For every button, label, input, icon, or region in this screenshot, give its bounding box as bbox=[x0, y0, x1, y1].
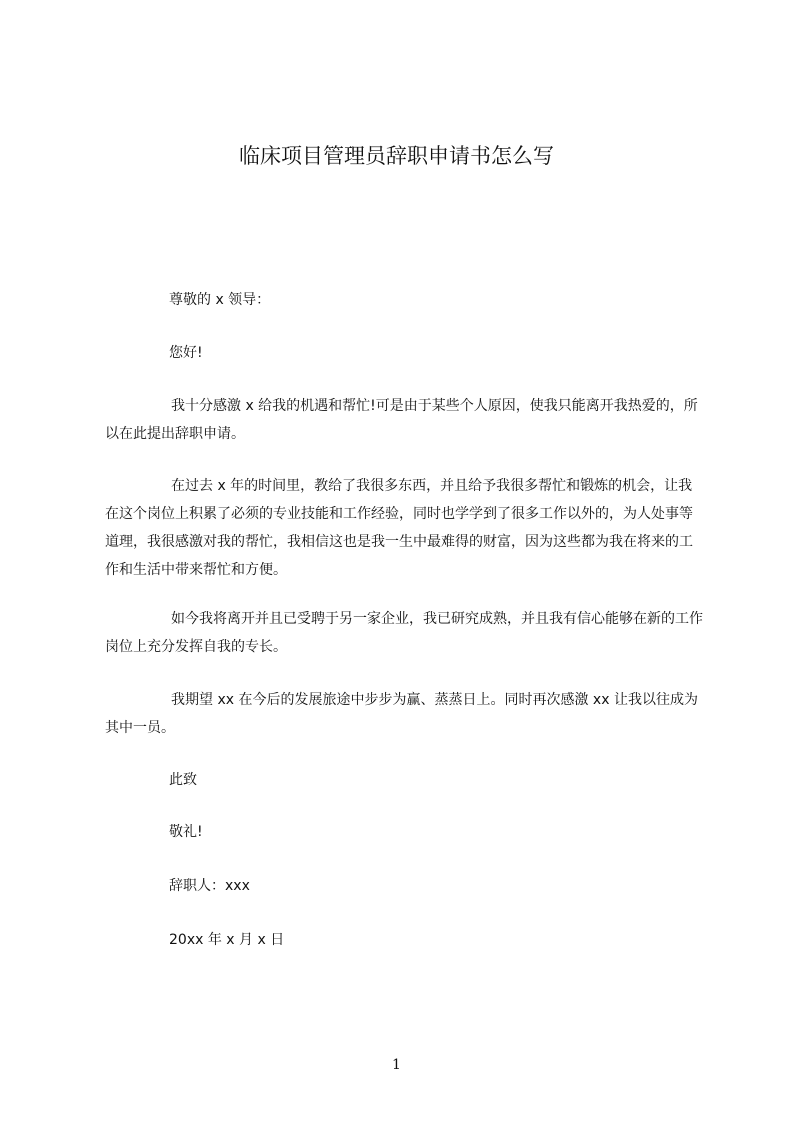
body-paragraph-2: 在过去 x 年的时间里，教给了我很多东西，并且给予我很多帮忙和锻炼的机会，让我在这个岗位上积累了必须的专业技能和工作经验，同时也学学到了很多工作以外的，为人处事等道理，我很感激对我的帮忙，我相信这也是我一生中最难得的财富，因为这些都为我在将来的工作和生活中带来帮忙和方便。 bbox=[105, 478, 693, 578]
salutation: 尊敬的 x 领导： bbox=[169, 292, 271, 308]
signature-line: 辞职人：xxx bbox=[169, 878, 250, 894]
closing-line-2: 敬礼! bbox=[169, 824, 203, 840]
body-paragraph-1: 我十分感激 x 给我的机遇和帮忙!可是由于某些个人原因，使我只能离开我热爱的，所以在此提出辞职申请。 bbox=[105, 398, 698, 442]
page-number: 1 bbox=[392, 1057, 401, 1073]
greeting: 您好! bbox=[169, 345, 203, 361]
document-title: 临床项目管理员辞职申请书怎么写 bbox=[239, 144, 554, 168]
closing-line-1: 此致 bbox=[169, 772, 197, 788]
body-paragraph-4: 我期望 xx 在今后的发展旅途中步步为赢、蒸蒸日上。同时再次感激 xx 让我以往成为其中一员。 bbox=[105, 692, 698, 736]
body-paragraph-3: 如今我将离开并且已受聘于另一家企业，我已研究成熟，并且我有信心能够在新的工作岗位上充分发挥自我的专长。 bbox=[105, 611, 703, 655]
date-line: 20xx 年 x 月 x 日 bbox=[169, 932, 285, 948]
